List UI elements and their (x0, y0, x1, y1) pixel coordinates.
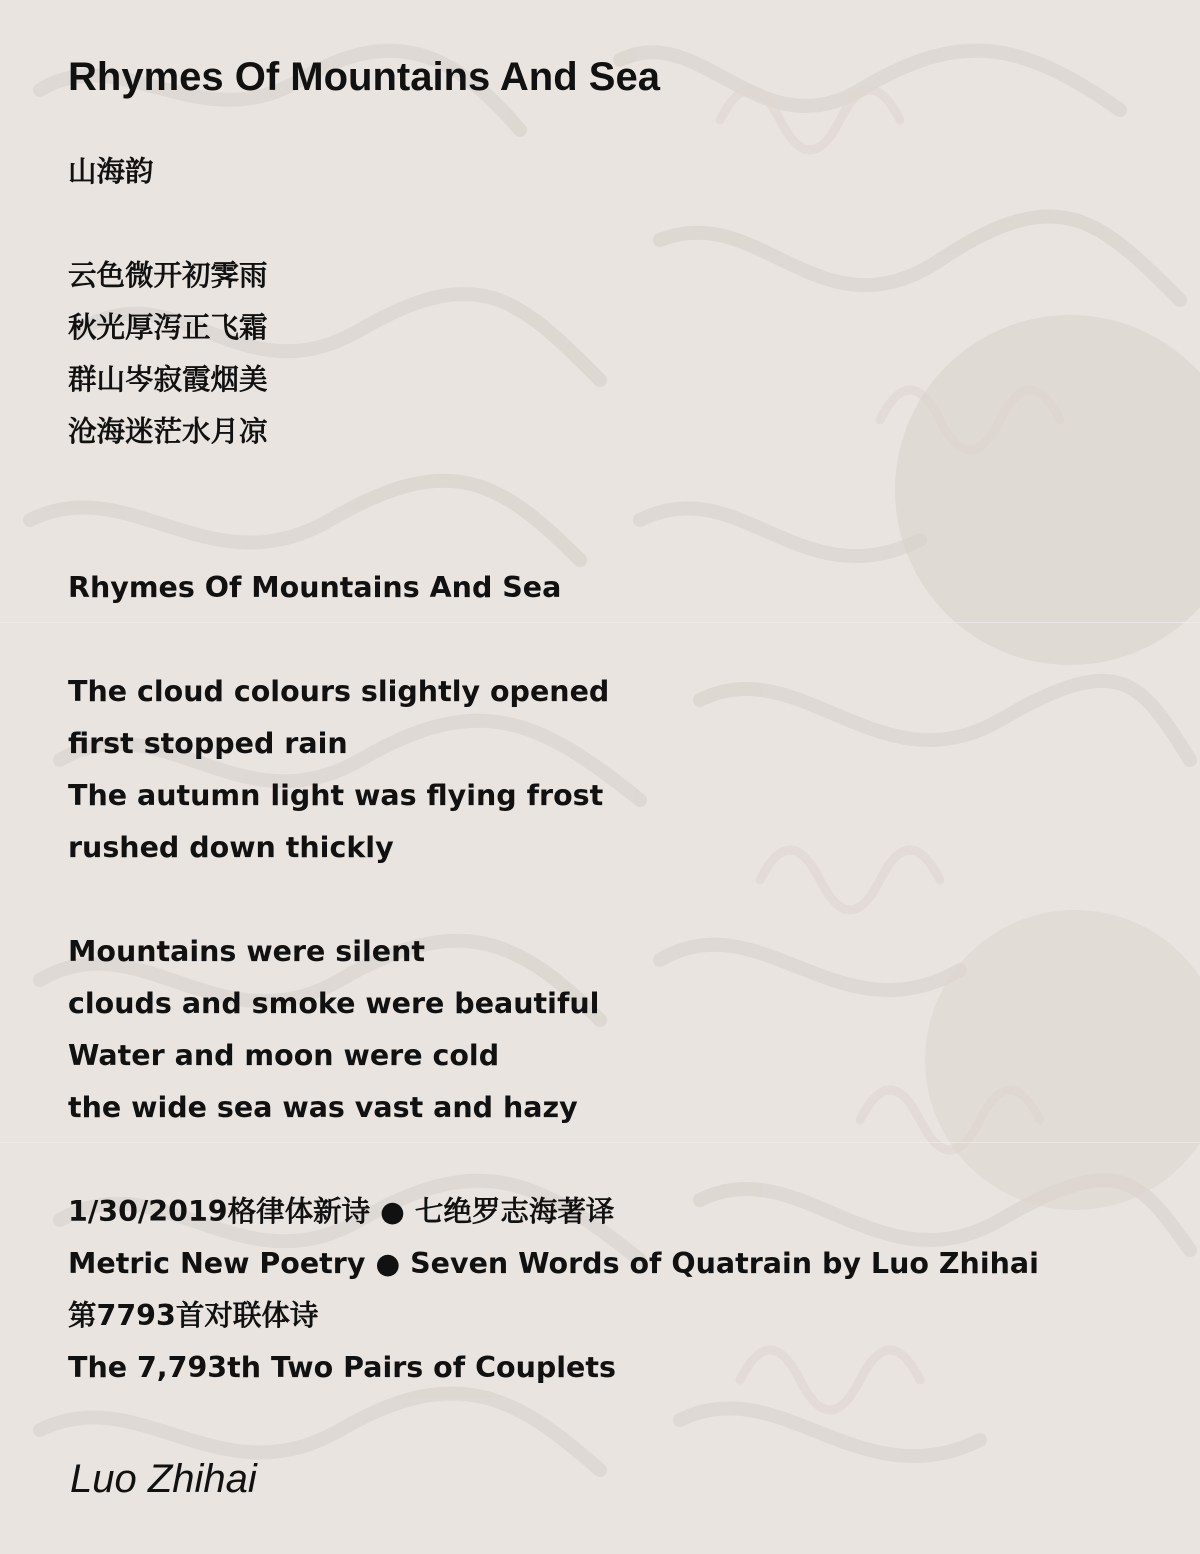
poem-line: The cloud colours slightly opened (68, 675, 610, 708)
poem-line-date-note: 1/30/2019格律体新诗 ● 七绝罗志海著译 (68, 1195, 615, 1228)
poem-line: 云色微开初霁雨 (68, 259, 268, 292)
poem-blank-line (68, 1134, 1158, 1186)
poem-line-number-note-english: The 7,793th Two Pairs of Couplets (68, 1351, 616, 1384)
poem-title: Rhymes Of Mountains And Sea (68, 55, 660, 99)
poem-line: the wide sea was vast and hazy (68, 1091, 578, 1124)
poem-line: first stopped rain (68, 727, 348, 760)
poem-line: Mountains were silent (68, 935, 426, 968)
poem-blank-line (68, 614, 1158, 666)
poem-line-english-title: Rhymes Of Mountains And Sea (68, 571, 562, 604)
poem-author: Luo Zhihai (70, 1457, 257, 1501)
poem-body (68, 146, 1158, 1394)
poem-line: The autumn light was flying frost (68, 779, 604, 812)
poem-line-number-note: 第7793首对联体诗 (68, 1299, 319, 1332)
poem-line: clouds and smoke were beautiful (68, 987, 600, 1020)
poem-line: 群山岑寂霞烟美 (68, 363, 268, 396)
poem-blank-line (68, 458, 1158, 562)
poem-line-chinese-title: 山海韵 (68, 155, 154, 188)
poem-blank-line (68, 874, 1158, 926)
poem-line: 秋光厚泻正飞霜 (68, 311, 268, 344)
poem-line: Water and moon were cold (68, 1039, 500, 1072)
poem-blank-line (68, 198, 1158, 250)
poem-line: 沧海迷茫水月凉 (68, 415, 268, 448)
poem-line-form-note: Metric New Poetry ● Seven Words of Quatrain by Luo Zhihai (68, 1247, 1039, 1280)
poem-line: rushed down thickly (68, 831, 394, 864)
